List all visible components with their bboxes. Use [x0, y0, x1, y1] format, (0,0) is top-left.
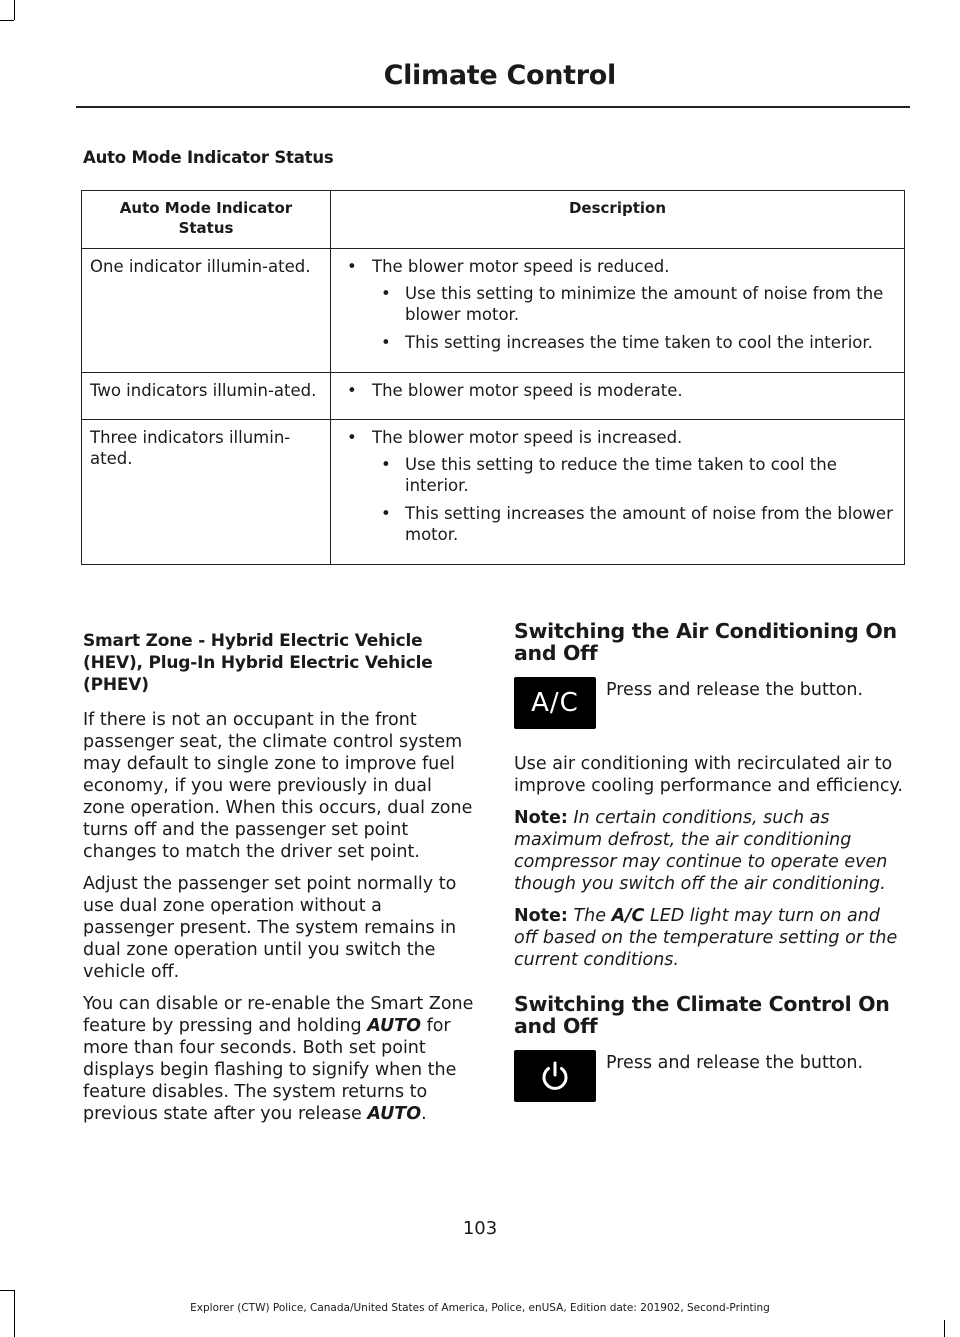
- ac-paragraph: Use air conditioning with recirculated air to improve cooling performance and efficiency.: [514, 754, 903, 796]
- table-header-row: [82, 191, 905, 249]
- bullet-sub: • This setting increases the time taken to cool the interior.: [341, 332, 898, 353]
- header-rule: [76, 106, 910, 108]
- bullet-main: • The blower motor speed is reduced.: [341, 256, 898, 277]
- ac-note-1: Note: In certain conditions, such as maximum defrost, the air conditioning compressor may continue to operate even though you switch off the air conditioning.: [514, 808, 888, 894]
- bullet-sub: • Use this setting to minimize the amount of noise from the blower motor.: [341, 283, 898, 325]
- smart-zone-paragraph-3: You can disable or re-enable the Smart Zone feature by pressing and holding AUTO for more than four seconds. Both set point displays begin flashing to signify when the feature disables. The system returns to previous state after you release AUTO.: [83, 994, 474, 1124]
- auto-mode-heading: Auto Mode Indicator Status: [83, 148, 334, 167]
- climate-button-row: [514, 1050, 908, 1112]
- ac-press-text: Press and release the button.: [606, 680, 864, 700]
- smart-zone-paragraph-2: Adjust the passenger set point normally to use dual zone operation without a passenger present. The system remains in dual zone operation until you switch the vehicle off.: [83, 874, 457, 982]
- table-row: [82, 249, 905, 373]
- right-column: [514, 620, 908, 1126]
- ac-note-2: Note: The A/C LED light may turn on and off based on the temperature setting or the current conditions.: [514, 906, 898, 970]
- climate-heading: Switching the Climate Control On and Off: [514, 992, 890, 1038]
- power-icon: [514, 1050, 596, 1102]
- ac-button-row: [514, 677, 908, 739]
- smart-zone-paragraph-1: If there is not an occupant in the front passenger seat, the climate control system may default to single zone to improve fuel economy, if you were previously in dual zone operation. When this occurs, dual zone turns off and the passenger set point changes to match the driver set point.: [83, 710, 473, 862]
- description-cell: [331, 249, 905, 373]
- smart-zone-heading: Smart Zone - Hybrid Electric Vehicle (HEV), Plug-In Hybrid Electric Vehicle (PHEV): [83, 631, 433, 695]
- description-cell: [331, 420, 905, 565]
- col-header-description: Description: [331, 191, 905, 249]
- left-column: [83, 630, 477, 1135]
- crop-mark: [944, 1320, 945, 1337]
- table-row: [82, 373, 905, 420]
- ac-heading: Switching the Air Conditioning On and Off: [514, 619, 897, 665]
- description-cell: [331, 373, 905, 420]
- auto-mode-table: [81, 190, 905, 565]
- status-cell: Two indicators illumin-ated.: [82, 373, 331, 420]
- bullet-main: • The blower motor speed is increased.: [341, 427, 898, 448]
- ac-button-icon: [514, 677, 596, 729]
- climate-press-text: Press and release the button.: [606, 1053, 864, 1073]
- status-cell: One indicator illumin-ated.: [82, 249, 331, 373]
- crop-mark: [14, 0, 15, 20]
- table-row: [82, 420, 905, 565]
- crop-mark: [0, 20, 14, 21]
- auto-keyword: AUTO: [367, 1104, 422, 1124]
- ac-icon-label: A/C: [531, 688, 579, 718]
- col-header-status: Auto Mode Indicator Status: [82, 191, 331, 249]
- crop-mark: [0, 1290, 14, 1291]
- page-number: 103: [462, 1218, 498, 1239]
- bullet-sub: • This setting increases the amount of noise from the blower motor.: [341, 503, 898, 545]
- bullet-sub: • Use this setting to reduce the time taken to cool the interior.: [341, 454, 898, 496]
- status-cell: Three indicators illumin-ated.: [82, 420, 331, 565]
- bullet-main: • The blower motor speed is moderate.: [341, 380, 898, 401]
- page-footer: Explorer (CTW) Police, Canada/United States of America, Police, enUSA, Edition date: 201902, Second-Printing: [190, 1302, 770, 1314]
- auto-keyword: AUTO: [367, 1016, 421, 1036]
- page-header-title: Climate Control: [383, 60, 616, 91]
